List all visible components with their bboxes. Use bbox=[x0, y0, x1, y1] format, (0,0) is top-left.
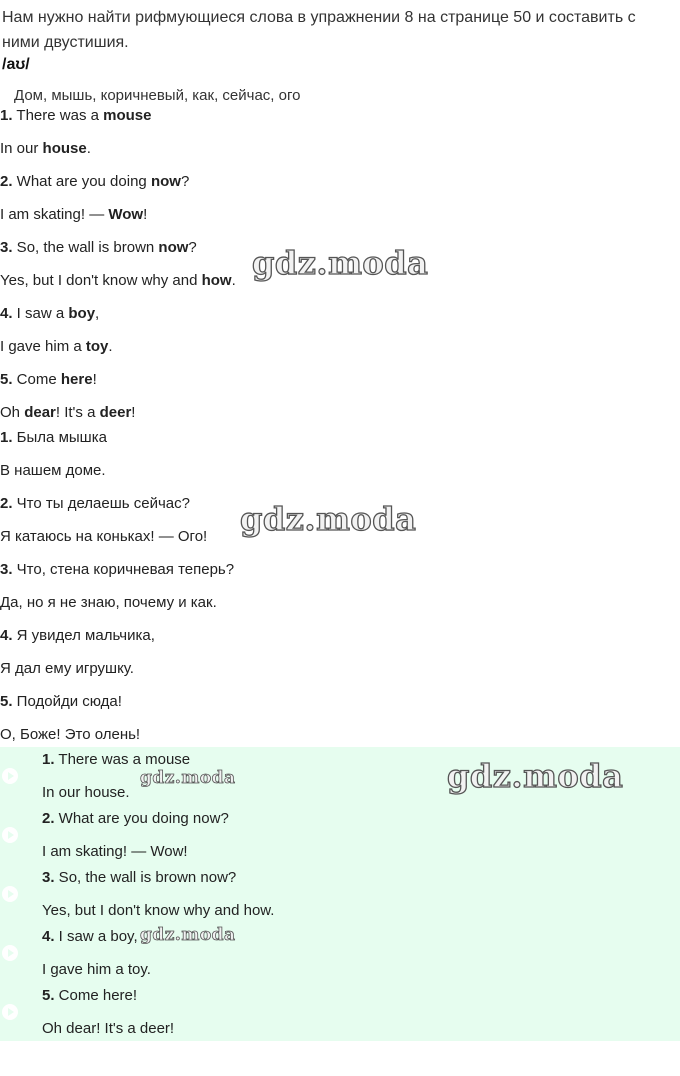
russian-line: Я катаюсь на коньках! — Ого! bbox=[0, 528, 208, 545]
audio-line: 5. Come here! bbox=[42, 987, 138, 1004]
audio-line: Yes, but I don't know why and how. bbox=[42, 902, 275, 919]
audio-line: 3. So, the wall is brown now? bbox=[42, 869, 237, 886]
clipped-word-list bbox=[2, 87, 342, 104]
english-line: Yes, but I don't know why and how. bbox=[0, 272, 236, 289]
english-line: 5. Come here! bbox=[0, 371, 97, 388]
russian-line: 1. Была мышка bbox=[0, 429, 107, 446]
russian-line: Я дал ему игрушку. bbox=[0, 660, 134, 677]
clipped-word-list-text: Дом, мышь, коричневый, как, сейчас, ого bbox=[14, 87, 301, 104]
watermark-logo: gdz.moda bbox=[140, 768, 236, 788]
english-line: 3. So, the wall is brown now? bbox=[0, 239, 197, 256]
russian-line: 5. Подойди сюда! bbox=[0, 693, 122, 710]
russian-line: Да, но я не знаю, почему и как. bbox=[0, 594, 217, 611]
watermark-logo: gdz.moda bbox=[447, 757, 624, 795]
russian-line: В нашем доме. bbox=[0, 462, 106, 479]
english-line: 2. What are you doing now? bbox=[0, 173, 190, 190]
watermark-logo: gdz.moda bbox=[252, 244, 429, 282]
english-line: I am skating! — Wow! bbox=[0, 206, 148, 223]
task-description: Нам нужно найти рифмующиеся слова в упражнении 8 на странице 50 и составить с ними двустишия. bbox=[2, 9, 636, 51]
watermark-logo: gdz.moda bbox=[240, 500, 417, 538]
play-icon[interactable] bbox=[2, 768, 18, 784]
russian-line: 4. Я увидел мальчика, bbox=[0, 627, 155, 644]
play-icon[interactable] bbox=[2, 886, 18, 902]
english-line: Oh dear! It's a deer! bbox=[0, 404, 136, 421]
english-line: 1. There was a mouse bbox=[0, 107, 152, 124]
audio-line: I am skating! — Wow! bbox=[42, 843, 188, 860]
english-line: In our house. bbox=[0, 140, 91, 157]
phonetic-sound: /aʊ/ bbox=[2, 56, 30, 73]
play-icon[interactable] bbox=[2, 945, 18, 961]
play-icon[interactable] bbox=[2, 827, 18, 843]
russian-line: 2. Что ты делаешь сейчас? bbox=[0, 495, 190, 512]
audio-line: In our house. bbox=[42, 784, 130, 801]
audio-line: 2. What are you doing now? bbox=[42, 810, 229, 827]
english-line: I gave him a toy. bbox=[0, 338, 113, 355]
audio-line: 1. There was a mouse bbox=[42, 751, 191, 768]
russian-line: О, Боже! Это олень! bbox=[0, 726, 141, 743]
audio-line: I gave him a toy. bbox=[42, 961, 151, 978]
play-icon[interactable] bbox=[2, 1004, 18, 1020]
audio-line: 4. I saw a boy, bbox=[42, 928, 138, 945]
russian-line: 3. Что, стена коричневая теперь? bbox=[0, 561, 235, 578]
audio-line: Oh dear! It's a deer! bbox=[42, 1020, 175, 1037]
english-line: 4. I saw a boy, bbox=[0, 305, 100, 322]
watermark-logo: gdz.moda bbox=[140, 925, 236, 945]
